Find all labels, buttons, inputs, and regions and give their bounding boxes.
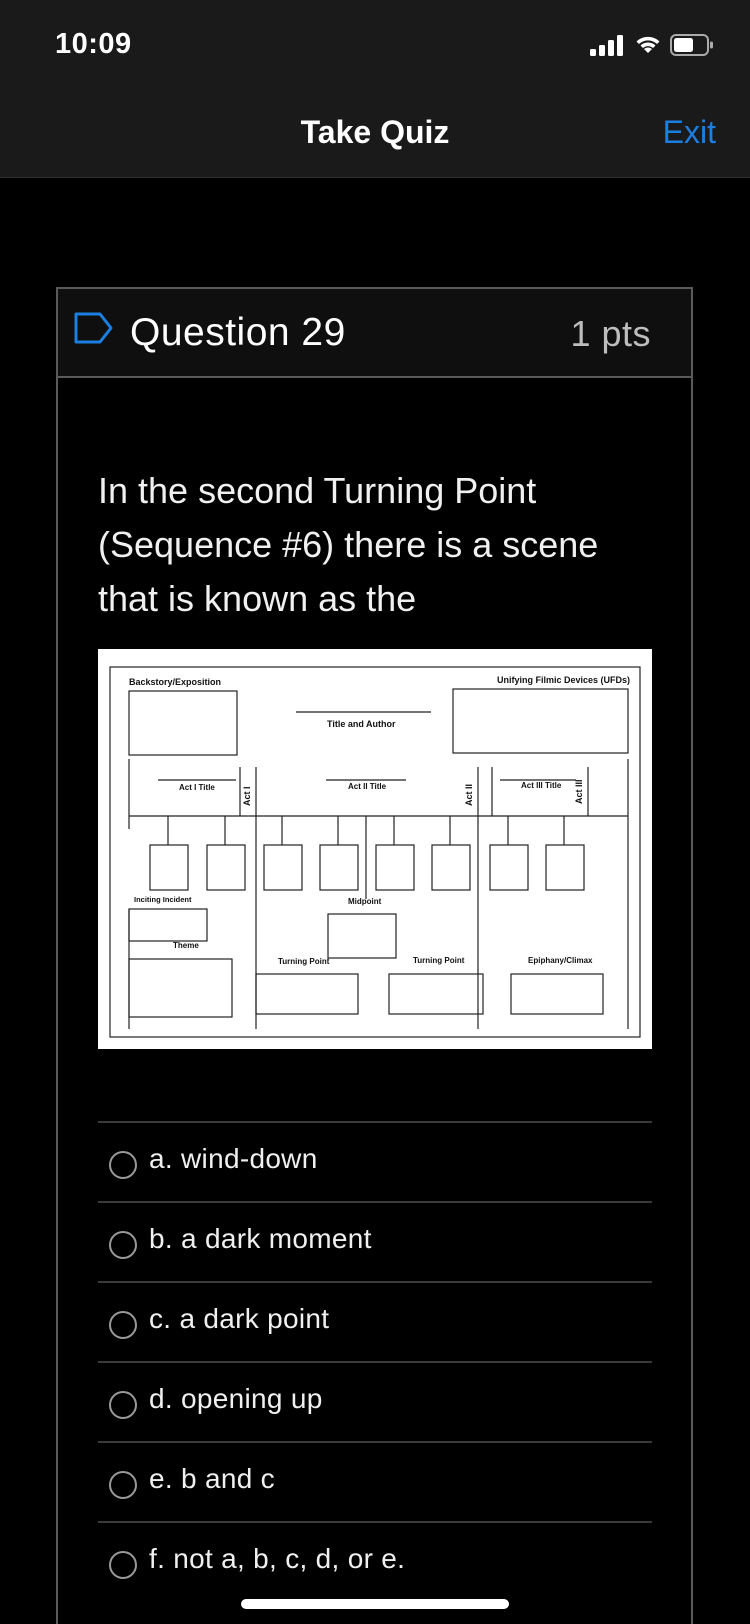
theme-box [129,959,232,1017]
radio-button[interactable] [109,1391,137,1419]
sequence-box-8 [546,845,584,890]
label-turning-2: Turning Point [413,956,465,965]
story-structure-diagram [98,649,652,1049]
label-act2-title: Act II Title [348,782,387,791]
status-time: 10:09 [55,28,132,60]
label-turning-1: Turning Point [278,957,330,966]
radio-button[interactable] [109,1311,137,1339]
label-theme: Theme [173,941,199,950]
label-epiphany: Epiphany/Climax [528,956,593,965]
radio-button[interactable] [109,1471,137,1499]
midpoint-box [328,914,396,958]
question-header [58,289,691,378]
answer-label: a. wind-down [149,1143,318,1174]
answer-option-b[interactable] [98,1201,652,1281]
sequence-box-5 [376,845,414,890]
label-ufds: Unifying Filmic Devices (UFDs) [497,675,631,685]
page-title: Take Quiz [300,114,450,150]
label-midpoint: Midpoint [348,897,382,906]
inciting-incident-box [129,909,207,941]
exit-button[interactable]: Exit [662,114,716,150]
label-inciting: Inciting Incident [134,895,192,904]
label-act3-title: Act III Title [521,781,562,790]
sequence-box-2 [207,845,245,890]
answer-option-f[interactable] [98,1521,652,1601]
nav-bar [0,88,750,178]
sequence-box-1 [150,845,188,890]
ufd-box [453,689,628,753]
answer-label: f. not a, b, c, d, or e. [149,1543,406,1574]
answer-option-e[interactable] [98,1441,652,1521]
label-act1-title: Act I Title [179,783,215,792]
question-title: Question 29 [130,311,346,354]
label-title-author: Title and Author [327,719,396,729]
sequence-box-3 [264,845,302,890]
answer-option-c[interactable] [98,1281,652,1361]
answer-label: b. a dark moment [149,1223,372,1254]
status-bar [0,0,750,88]
cellular-signal-icon [590,34,626,56]
epiphany-box [511,974,603,1014]
turning-point-1-box [256,974,358,1014]
label-backstory: Backstory/Exposition [129,677,222,687]
question-card [56,287,693,1624]
question-text: In the second Turning Point (Sequence #6) there is a scene that is known as the [98,470,599,619]
bookmark-flag-icon[interactable] [74,311,114,347]
question-points: 1 pts [570,313,651,354]
sequence-box-4 [320,845,358,890]
radio-button[interactable] [109,1151,137,1179]
wifi-icon [634,32,662,56]
home-indicator[interactable] [241,1599,509,1609]
answer-label: e. b and c [149,1463,275,1494]
answer-option-d[interactable] [98,1361,652,1441]
answer-label: d. opening up [149,1383,323,1414]
answer-option-a[interactable] [98,1121,652,1201]
answer-label: c. a dark point [149,1303,330,1334]
backstory-box [129,691,237,755]
diagram-svg [98,649,652,1049]
radio-button[interactable] [109,1231,137,1259]
sequence-box-7 [490,845,528,890]
turning-point-2-box [389,974,483,1014]
radio-button[interactable] [109,1551,137,1579]
battery-icon [670,33,714,57]
label-act3: Act III [574,779,584,804]
sequence-box-6 [432,845,470,890]
label-act1: Act I [242,786,252,806]
label-act2: Act II [464,783,474,806]
answer-list [98,1121,652,1601]
